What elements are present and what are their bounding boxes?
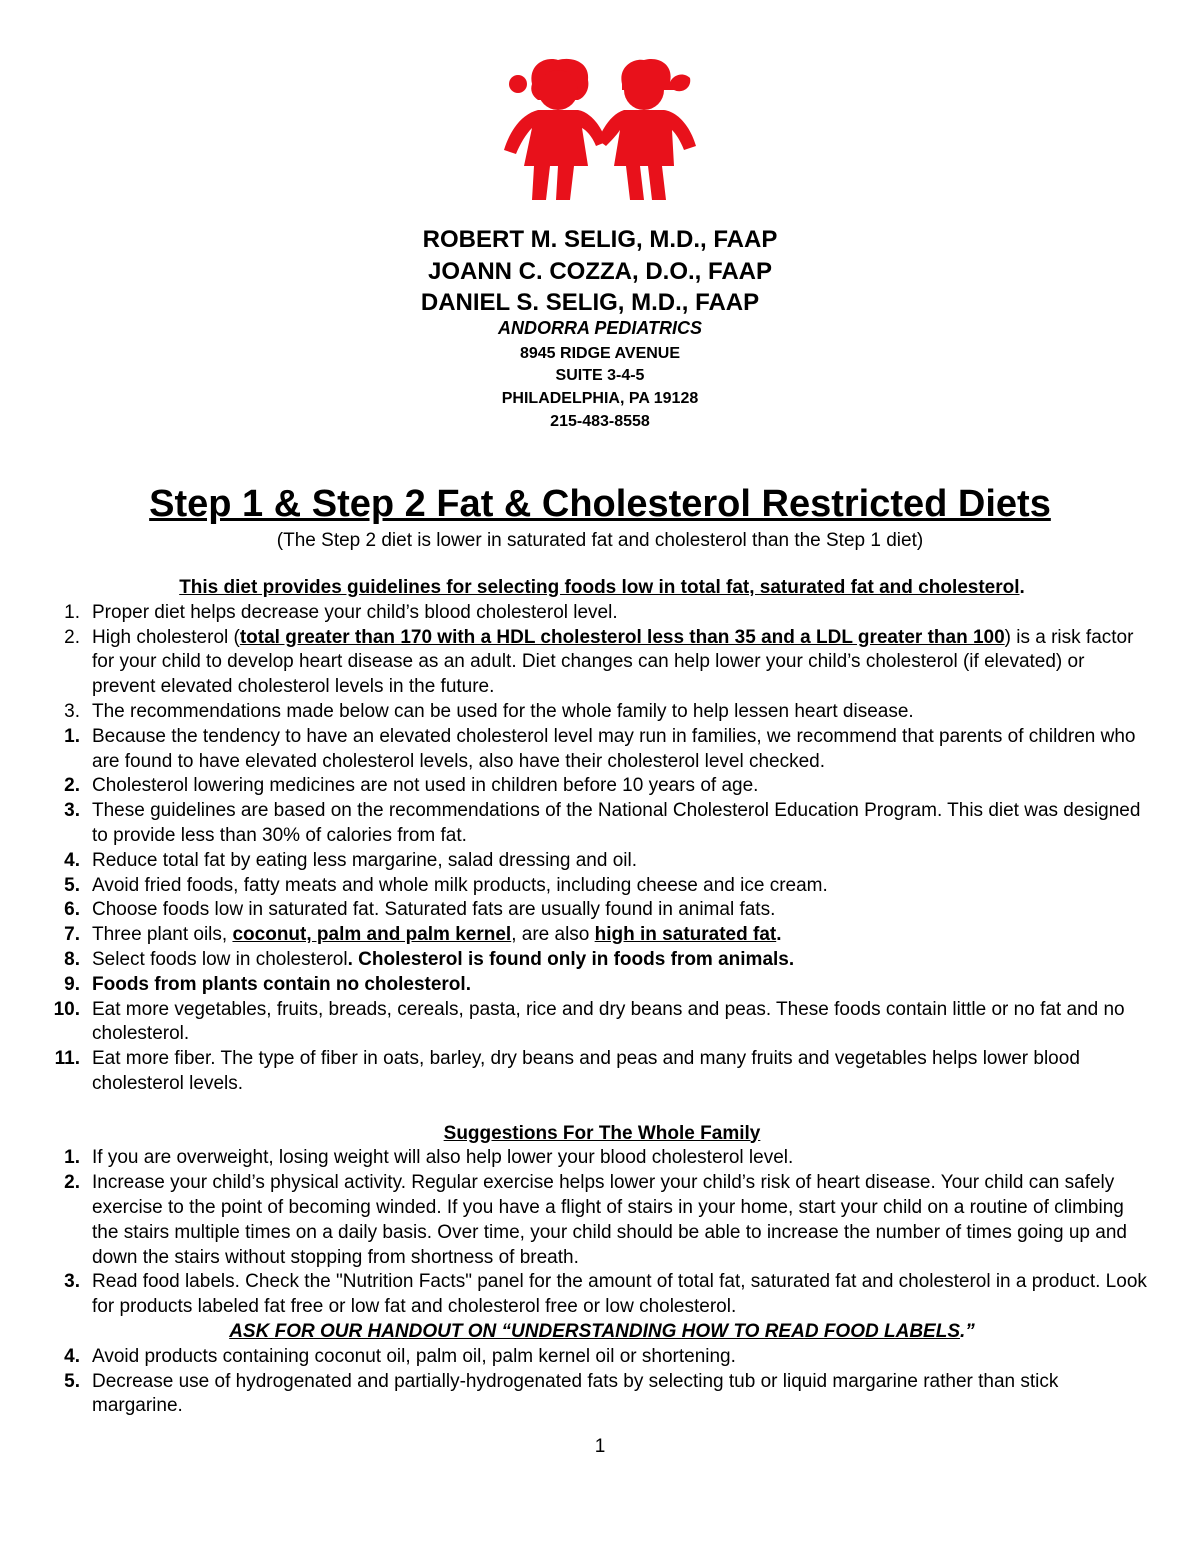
address-city: PHILADELPHIA, PA 19128 — [501, 390, 699, 407]
list-b-item: 11. Eat more fiber. The type of fiber in oats, barley, dry beans and peas and many fruits and vegetables helps lower blood cholesterol levels. — [54, 1048, 1080, 1094]
list-b-item: 10. Eat more vegetables, fruits, breads, cereals, pasta, rice and dry beans and peas. These foods contain little or no fat and no cholesterol. — [53, 998, 1125, 1045]
list-a-item: 2. High cholesterol (total greater than 170 with a HDL cholesterol less than 35 and a LDL greater than 100) is a risk factor for your child to develop heart disease as an adult. Diet changes can help lower your child’s cholesterol (if elevated) or prevent elevated cholesterol levels in the future. — [64, 626, 1134, 698]
list-b-item: 9. Foods from plants contain no cholesterol. — [64, 973, 471, 995]
doctor-name-3: DANIEL S. SELIG, M.D., FAAP — [420, 289, 760, 316]
page-title: Step 1 & Step 2 Fat & Cholesterol Restricted Diets — [149, 483, 1051, 525]
right-child-hair — [621, 59, 690, 91]
list-b-item: 5. Avoid fried foods, fatty meats and whole milk products, including cheese and ice cream. — [64, 874, 828, 896]
two-children-logo-icon — [498, 54, 702, 202]
right-child-body — [598, 110, 696, 200]
list-b-item: 4. Reduce total fat by eating less margarine, salad dressing and oil. — [64, 849, 637, 871]
suggestion-item: 1. If you are overweight, losing weight will also help lower your blood cholesterol level. — [64, 1147, 794, 1169]
list-a-item: 3. The recommendations made below can be used for the whole family to help lessen heart disease. — [64, 700, 914, 722]
address-phone: 215-483-8558 — [550, 413, 650, 430]
list-b-item: 2. Cholesterol lowering medicines are not used in children before 10 years of age. — [64, 775, 759, 797]
list-a-item: 1. Proper diet helps decrease your child’s blood cholesterol level. — [64, 601, 618, 623]
list-b-item: 1. Because the tendency to have an elevated cholesterol level may run in families, we recommend that parents of children who are found to have elevated cholesterol levels, also have their cholesterol level checked. — [64, 725, 1136, 772]
suggestions-heading: Suggestions For The Whole Family — [443, 1122, 761, 1144]
document-body — [52, 576, 1152, 1419]
list-b-item: 8. Select foods low in cholesterol. Cholesterol is found only in foods from animals. — [64, 948, 795, 970]
address-suite: SUITE 3-4-5 — [555, 367, 645, 384]
doctor-name-1: ROBERT M. SELIG, M.D., FAAP — [422, 226, 778, 253]
suggestion-item: 4. Avoid products containing coconut oil, palm oil, palm kernel oil or shortening. — [64, 1345, 736, 1367]
practice-name: ANDORRA PEDIATRICS — [497, 318, 702, 338]
left-child-pigtail — [509, 75, 527, 93]
intro-statement: This diet provides guidelines for selecting foods low in total fat, saturated fat and cholesterol. — [179, 577, 1025, 598]
left-child-body — [504, 110, 606, 200]
list-b-item: 6. Choose foods low in saturated fat. Saturated fats are usually found in animal fats. — [64, 899, 776, 921]
suggestion-item: 3. Read food labels. Check the "Nutrition Facts" panel for the amount of total fat, saturated fat and cholesterol in a product. Look for products labeled fat free or low fat and cholesterol free or low cholesterol. — [64, 1271, 1147, 1318]
left-child-head — [538, 70, 578, 110]
list-b-item: 3. These guidelines are based on the recommendations of the National Cholesterol Education Program. This diet was designed to provide less than 30% of calories from fat. — [64, 800, 1141, 846]
page-subtitle: (The Step 2 diet is lower in saturated fat and cholesterol than the Step 1 diet) — [276, 530, 924, 551]
list-b-item: 7. Three plant oils, coconut, palm and palm kernel, are also high in saturated fat. — [64, 924, 782, 946]
page-number: 1 — [594, 1436, 606, 1457]
suggestion-item: 2. Increase your child’s physical activity. Regular exercise helps lower your child’s risk of heart disease. Your child can safely exercise to the point of becoming winded. If you have a flight of stairs in your home, start your child on a routine of climbing the stairs multiple times on a daily basis. Over time, your child should be able to increase the number of times going up and down the stairs without stopping from shortness of breath. — [64, 1172, 1127, 1268]
doctor-name-2: JOANN C. COZZA, D.O., FAAP — [427, 258, 772, 285]
suggestion-item: 5. Decrease use of hydrogenated and partially-hydrogenated fats by selecting tub or liquid margarine rather than stick margarine. — [64, 1370, 1059, 1417]
handout-callout: ASK FOR OUR HANDOUT ON “UNDERSTANDING HOW TO READ FOOD LABELS.” — [229, 1320, 975, 1342]
address-street: 8945 RIDGE AVENUE — [519, 345, 681, 362]
